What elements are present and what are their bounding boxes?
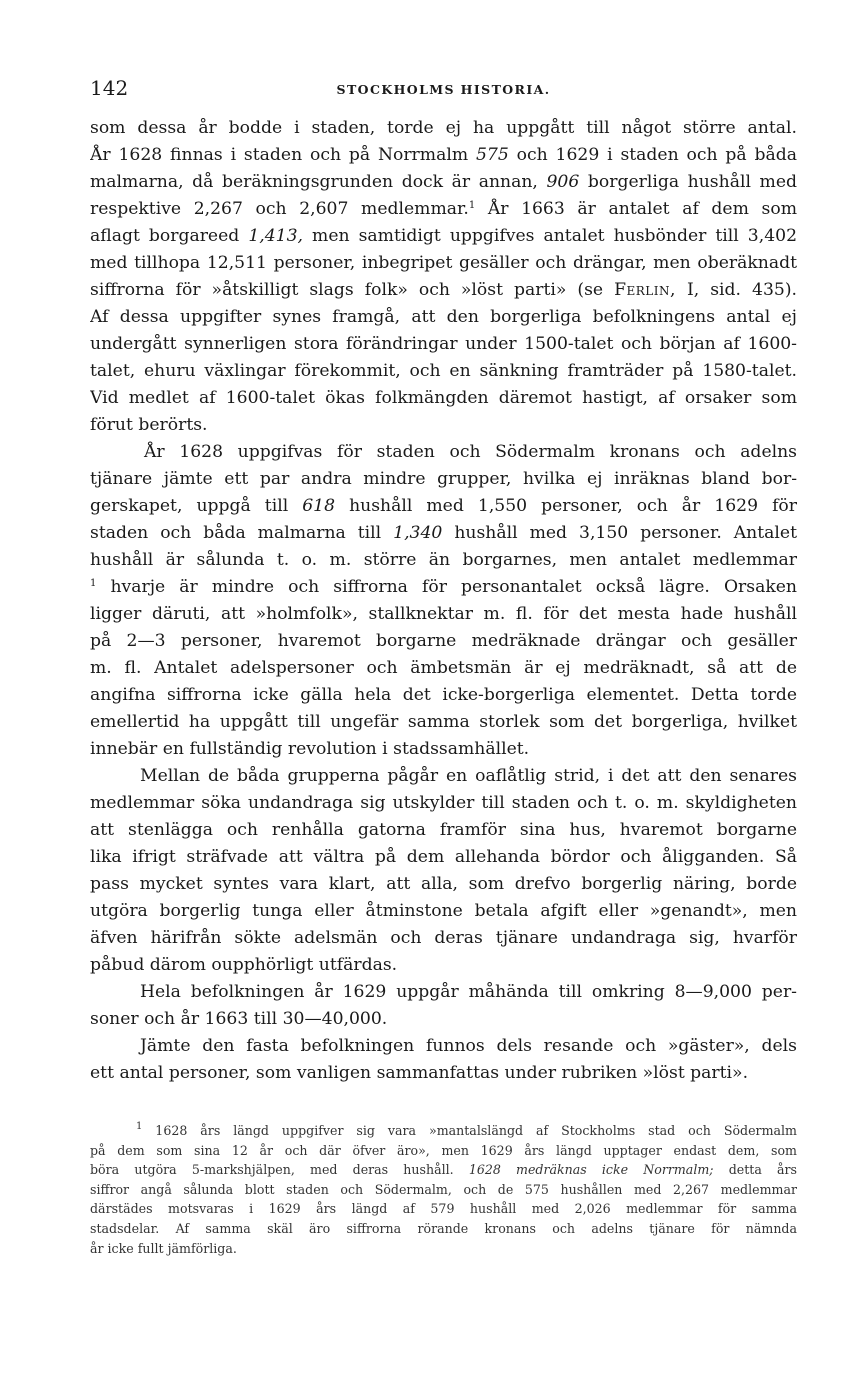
footnote <box>90 1121 797 1258</box>
text-line: pass mycket syntes vara klart, att alla, som drefvo borgerlig näring, borde <box>90 874 797 894</box>
footnote-line: stadsdelar. Af samma skäl äro siffrorna rörande kronans och adelns tjänare för nämnda <box>90 1220 797 1236</box>
text-line: lika ifrigt sträfvade att vältra på dem allehanda bördor och åligganden. Så <box>90 847 797 867</box>
text-line: äfven härifrån sökte adelsmän och deras tjänare undandraga sig, hvarför <box>90 928 797 948</box>
text-line: påbud därom oupphörligt utfärdas. <box>90 955 398 975</box>
text-line: utgöra borgerlig tunga eller åtminstone betala afgift eller »genandt», men <box>90 901 797 921</box>
text-line: $^1$ hvarje är mindre och siffrorna för personantalet också lägre. Orsaken <box>90 577 797 597</box>
text-line: Af dessa uppgifter synes framgå, att den borgerliga befolkningens antal ej <box>90 307 797 327</box>
text-line: angifna siffrorna icke gälla hela det icke-borgerliga elementet. Detta torde <box>90 685 797 705</box>
text-line: ett antal personer, som vanligen sammanfattas under rubriken »löst parti». <box>90 1063 749 1083</box>
text-line: som dessa år bodde i staden, torde ej ha uppgått till något större antal. <box>90 118 797 138</box>
footnote-line: därstädes motsvaras i 1629 års längd af 579 hushåll med 2,026 medlemmar för samma <box>90 1201 797 1217</box>
text-line: soner och år 1663 till 30—40,000. <box>90 1009 388 1029</box>
text-line: undergått synnerligen stora förändringar under 1500-talet och början af 1600- <box>90 334 797 354</box>
footnote-mark: 1 <box>136 1121 143 1132</box>
author-name: Ferlin, <box>614 280 676 300</box>
text-line: Mellan de båda grupperna pågår en oaflåtlig strid, i det att den senares <box>140 766 797 786</box>
text-line: aflagt borgareed 1,413, men samtidigt uppgifves antalet husbönder till 3,402 <box>90 226 797 246</box>
text-line: respektive 2,267 och 2,607 medlemmar.$^1$ År 1663 är antalet af dem som <box>90 199 797 219</box>
footnote-ref: 1 <box>90 578 97 589</box>
text-line: År 1628 uppgifvas för staden och Södermalm kronans och adelns <box>144 442 797 462</box>
text-line: siffrorna för »åtskilligt slags folk» och »löst parti» (se Ferlin, I, sid. 435). <box>90 280 797 300</box>
text-line: emellertid ha uppgått till ungefär samma storlek som det borgerliga, hvilket <box>90 712 797 732</box>
text-line: malmarna, då beräkningsgrunden dock är annan, 906 borgerliga hushåll med <box>90 172 797 192</box>
main-text <box>90 115 797 1087</box>
text-line: gerskapet, uppgå till 618 hushåll med 1,550 personer, och år 1629 för <box>90 496 797 516</box>
running-title: STOCKHOLMS HISTORIA. <box>336 82 551 97</box>
footnote-line: $^1$ 1628 års längd uppgifver sig vara »mantalslängd af Stockholms stad och Södermalm <box>136 1121 797 1138</box>
footnote-line: böra utgöra 5-markshjälpen, med deras hushåll. 1628 medräknas icke Norrmalm; detta års <box>90 1162 797 1178</box>
text-line: Hela befolkningen år 1629 uppgår måhända till omkring 8—9,000 per- <box>140 982 797 1002</box>
footnote-ref: 1 <box>468 200 476 211</box>
text-line: tjänare jämte ett par andra mindre grupper, hvilka ej inräknas bland bor- <box>90 469 797 489</box>
text-line: förut berörts. <box>90 415 208 435</box>
text-line: på 2—3 personer, hvaremot borgarne medräknade drängar och gesäller <box>90 631 797 651</box>
footnote-line: på dem som sina 12 år och där öfver äro», men 1629 års längd upptager endast dem, som <box>90 1142 797 1158</box>
page-number: 142 <box>90 76 129 100</box>
text-line: medlemmar söka undandraga sig utskylder till staden och t. o. m. skyldigheten <box>90 793 797 813</box>
text-line: att stenlägga och renhålla gatorna framför sina hus, hvaremot borgarne <box>90 820 797 840</box>
text-line: hushåll är sålunda t. o. m. större än borgarnes, men antalet medlemmar <box>90 550 797 570</box>
text-line: m. fl. Antalet adelspersoner och ämbetsmän är ej medräknadt, så att de <box>90 658 797 678</box>
text-line: Vid medlet af 1600-talet ökas folkmängden däremot hastigt, af orsaker som <box>90 388 797 408</box>
text-line: Jämte den fasta befolkningen funnos dels resande och »gäster», dels <box>140 1036 797 1056</box>
text-line: med tillhopa 12,511 personer, inbegripet gesäller och drängar, men oberäknadt <box>90 253 797 273</box>
footnote-line: siffror angå sålunda blott staden och Södermalm, och de 575 hushållen med 2,267 medlemmar <box>90 1181 797 1197</box>
text-line: År 1628 finnas i staden och på Norrmalm 575 och 1629 i staden och på båda <box>90 145 797 165</box>
text-line: talet, ehuru växlingar förekommit, och en sänkning framträder på 1580-talet. <box>90 361 797 381</box>
text-line: innebär en fullständig revolution i stadssamhället. <box>90 739 530 759</box>
text-line: staden och båda malmarna till 1,340 hushåll med 3,150 personer. Antalet <box>90 523 797 543</box>
page-header <box>90 76 797 102</box>
footnote-line: år icke fullt jämförliga. <box>90 1240 237 1256</box>
text-line: ligger däruti, att »holmfolk», stallknektar m. fl. för det mesta hade hushåll <box>90 604 797 624</box>
